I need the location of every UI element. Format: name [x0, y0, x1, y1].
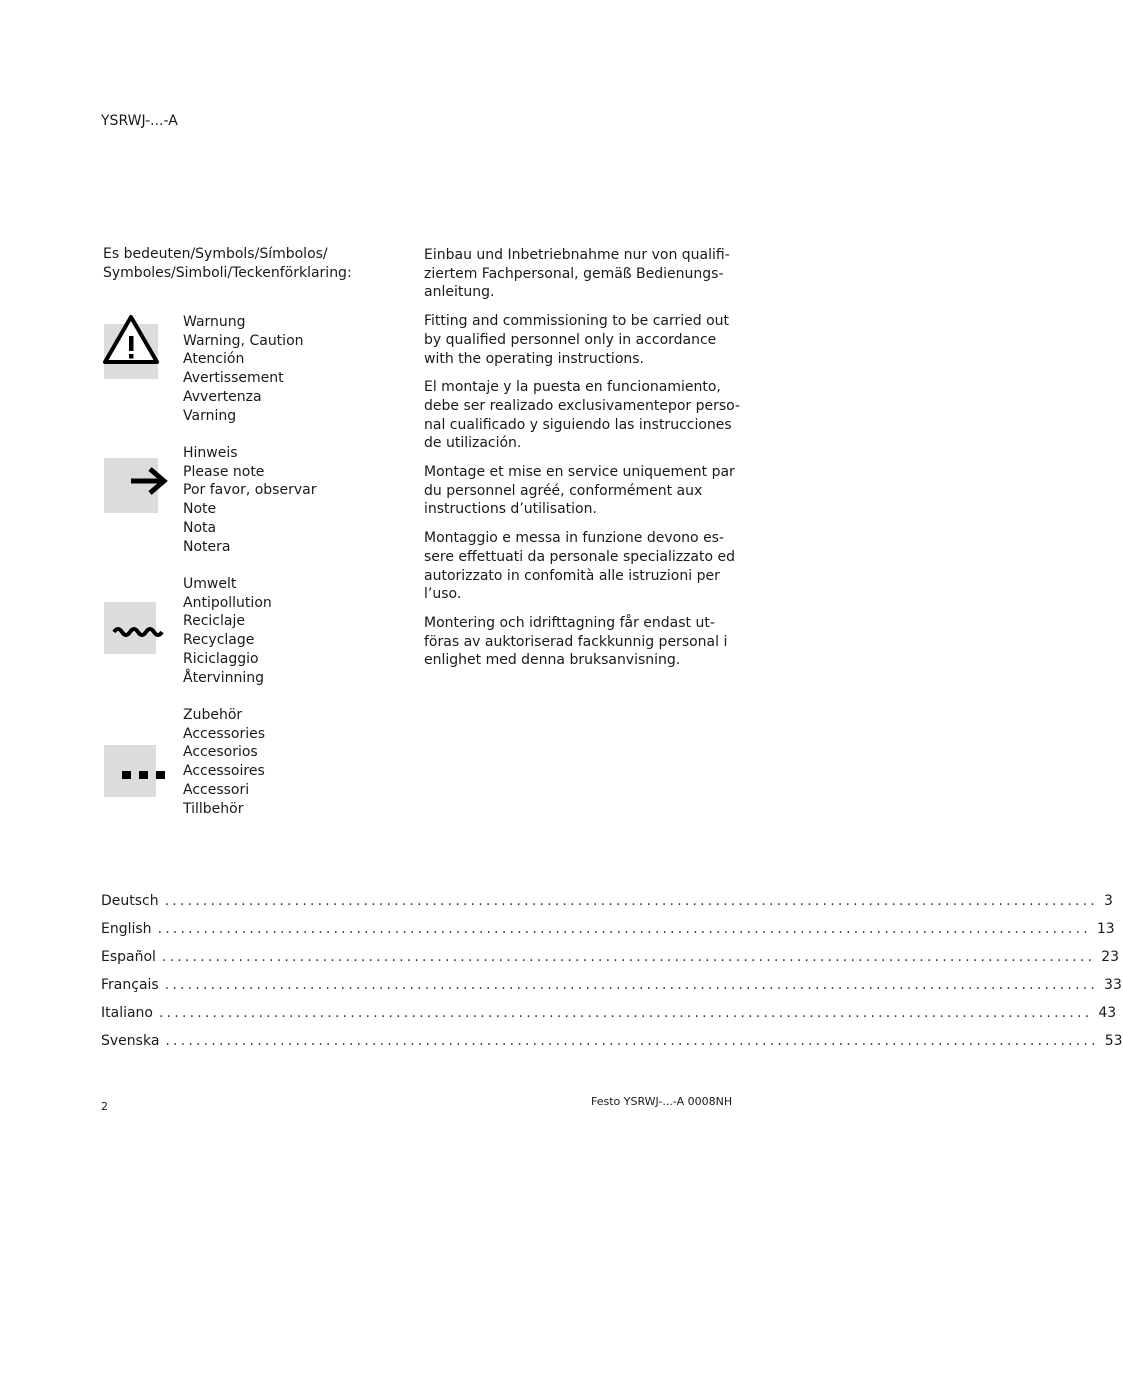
symbol-label: Note: [183, 501, 217, 518]
warning-symbol-box: [104, 324, 158, 379]
dots-icon: [104, 745, 168, 797]
toc-entry-name: Svenska: [101, 1033, 160, 1049]
symbol-label: Please note: [183, 463, 265, 480]
note-italian: [424, 529, 736, 604]
note-line: Montaggio e messa in funzione devono es-: [424, 530, 725, 547]
toc-entry-name: Deutsch: [101, 893, 159, 909]
note-line: autorizzato in confomità alle istruzioni per: [424, 567, 720, 584]
toc-entry-espanol[interactable]: [101, 948, 1120, 976]
toc-entry-svenska[interactable]: [101, 1032, 1123, 1060]
symbol-label: Warnung: [183, 314, 246, 330]
note-line: föras av auktoriserad fackkunnig personal i: [424, 633, 728, 650]
environment-symbol-box: [104, 602, 156, 654]
environment-labels: [183, 575, 272, 687]
note-line: with the operating instructions.: [424, 350, 645, 367]
toc-leader: ..........................................................................................................................: [164, 893, 1098, 909]
symbol-label: Zubehör: [183, 707, 243, 723]
note-line: El montaje y la puesta en funcionamiento,: [424, 379, 721, 396]
note-line: Fitting and commissioning to be carried out: [424, 313, 729, 330]
note-line: sere effettuati da personale specializzato ed: [424, 548, 736, 565]
symbol-label: Accesorios: [183, 744, 258, 761]
note-spanish: [424, 378, 741, 453]
symbol-label: Nota: [183, 519, 217, 536]
toc-entry-page: 53: [1104, 1033, 1123, 1049]
toc-entry-page: 23: [1101, 949, 1120, 965]
symbol-label: Accessories: [183, 725, 266, 742]
symbol-label: Hinweis: [183, 445, 238, 461]
note-french: [424, 463, 735, 519]
toc-entry-english[interactable]: [101, 920, 1115, 948]
note-symbol-box: [104, 458, 158, 513]
toc-leader: ..........................................................................................................................: [165, 1033, 1099, 1049]
symbol-label: Por favor, observar: [183, 482, 317, 499]
symbol-label: Recyclage: [183, 632, 255, 649]
toc-entry-italiano[interactable]: [101, 1004, 1117, 1032]
legend-heading-line: Symboles/Simboli/Teckenförklaring:: [103, 265, 352, 281]
note-labels: [183, 444, 316, 556]
note-german: [424, 246, 730, 302]
warning-triangle-icon: [104, 324, 158, 379]
symbol-label: Varning: [183, 407, 237, 424]
symbol-label: Tillbehör: [183, 800, 244, 817]
symbol-label: Warning, Caution: [183, 332, 304, 349]
note-line: l’uso.: [424, 586, 462, 603]
legend-heading-line: Es bedeuten/Symbols/Símbolos/: [103, 246, 328, 262]
note-line: Montage et mise en service uniquement par: [424, 464, 735, 481]
symbol-label: Återvinning: [183, 669, 265, 686]
toc-entry-name: Italiano: [101, 1005, 153, 1021]
symbol-label: Umwelt: [183, 576, 237, 592]
page-number: 2: [101, 1100, 108, 1113]
note-line: ziertem Fachpersonal, gemäß Bedienungs-: [424, 265, 724, 282]
symbol-label: Antipollution: [183, 594, 272, 611]
document-code: YSRWJ-...-A: [101, 113, 178, 129]
symbol-label: Avertissement: [183, 370, 284, 387]
symbol-label: Accessori: [183, 781, 250, 798]
toc-entry-deutsch[interactable]: [101, 892, 1113, 920]
note-line: nal cualificado y siguiendo las instrucciones: [424, 416, 732, 433]
symbol-label: Atención: [183, 351, 245, 368]
note-line: Montering och idrifttagning får endast ut-: [424, 614, 715, 631]
toc-leader: ..........................................................................................................................: [157, 921, 1091, 937]
symbol-label: Riciclaggio: [183, 650, 259, 667]
legend-heading: [103, 245, 403, 283]
note-swedish: [424, 614, 728, 670]
table-of-contents: [101, 892, 1123, 1060]
wave-icon: [104, 602, 166, 654]
symbol-label: Reciclaje: [183, 613, 245, 630]
symbol-label: Avvertenza: [183, 388, 262, 405]
toc-entry-name: Français: [101, 977, 159, 993]
toc-leader: ..........................................................................................................................: [164, 977, 1099, 993]
toc-entry-name: English: [101, 921, 152, 937]
note-line: du personnel agréé, conformément aux: [424, 482, 703, 499]
toc-entry-name: Español: [101, 949, 156, 965]
note-line: enlighet med denna bruksanvisning.: [424, 652, 681, 669]
note-line: by qualified personnel only in accordance: [424, 331, 717, 348]
note-line: debe ser realizado exclusivamentepor perso-: [424, 397, 741, 414]
toc-entry-page: 43: [1098, 1005, 1117, 1021]
symbol-label: Notera: [183, 538, 231, 555]
arrow-right-icon: [104, 458, 164, 513]
note-english: [424, 312, 729, 368]
toc-leader: ..........................................................................................................................: [161, 949, 1096, 965]
toc-entry-page: 13: [1096, 921, 1115, 937]
note-line: Einbau und Inbetriebnahme nur von qualifi-: [424, 247, 730, 263]
symbol-label: Accessoires: [183, 763, 265, 780]
installation-notes: [424, 246, 741, 680]
accessories-symbol-box: [104, 745, 156, 797]
note-line: anleitung.: [424, 284, 495, 301]
toc-entry-page: 3: [1103, 893, 1113, 909]
accessories-labels: [183, 706, 265, 818]
warning-labels: [183, 313, 304, 425]
note-line: de utilización.: [424, 435, 522, 452]
toc-entry-page: 33: [1104, 977, 1122, 993]
toc-entry-francais[interactable]: [101, 976, 1122, 1004]
toc-leader: ..........................................................................................................................: [159, 1005, 1093, 1021]
footer-document-code: Festo YSRWJ-...-A 0008NH: [591, 1095, 733, 1108]
note-line: instructions d’utilisation.: [424, 501, 597, 518]
